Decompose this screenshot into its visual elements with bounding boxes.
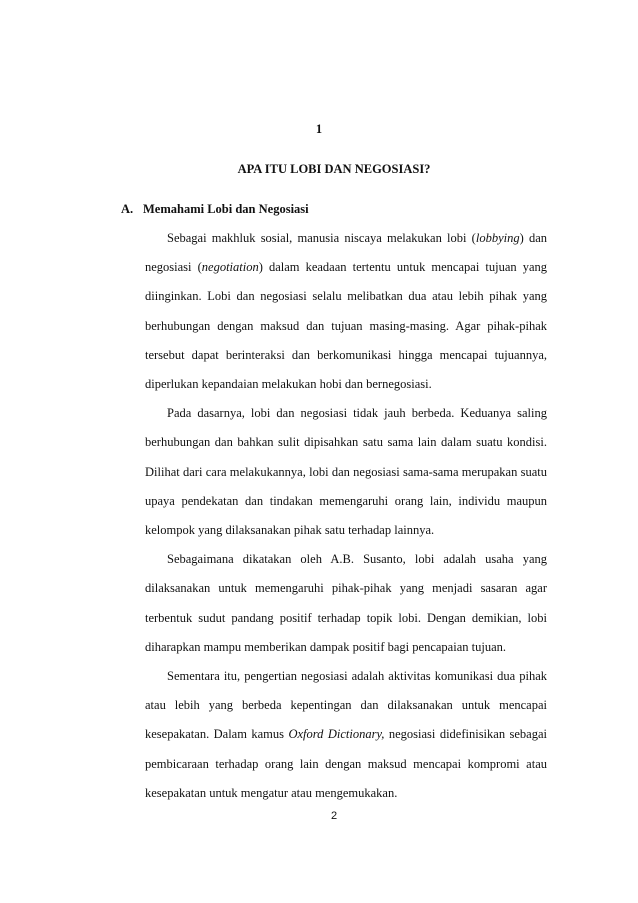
- chapter-title: APA ITU LOBI DAN NEGOSIASI?: [237, 162, 431, 176]
- paragraph-1-text-a: Sebagai makhluk sosial, manusia niscaya melakukan lobi (: [167, 231, 476, 245]
- paragraph-2: Pada dasarnya, lobi dan negosiasi tidak jauh berbeda. Keduanya saling berhubungan dan bahkan sulit dipisahkan satu sama lain dalam suatu kondisi. Dilihat dari cara melakukannya, lobi dan negosiasi sama-sama merupakan suatu upaya pendekatan dan tindakan memengaruhi orang lain, individu maupun kelompok yang dilaksanakan pihak satu terhadap lainnya.: [145, 406, 547, 538]
- paragraph-4-text-a: Sementara itu, pengertian negosiasi adalah aktivitas komunikasi dua pihak atau lebih yang berbeda kepentingan dan dilaksanakan untuk mencapai kesepakatan. Dalam kamus: [145, 669, 547, 742]
- section-heading: [121, 202, 309, 217]
- paragraph-1-text-c: ) dalam keadaan tertentu untuk mencapai tujuan yang diinginkan. Lobi dan negosiasi selalu melibatkan dua atau lebih pihak yang berhubungan dengan maksud dan tujuan masing-masing. Agar pihak-pihak tersebut dapat berinteraksi dan berkomunikasi hingga mencapai tujuannya, diperlukan kepandaian melakukan hobi dan bernegosiasi.: [145, 260, 547, 392]
- paragraph-4-text-b: negosiasi didefinisikan sebagai pembicaraan terhadap orang lain dengan maksud mencapai kompromi atau kesepakatan untuk mengatur atau mengemukakan.: [145, 727, 547, 800]
- page-number: 2: [330, 810, 338, 822]
- chapter-number: 1: [315, 122, 323, 136]
- section-title: Memahami Lobi dan Negosiasi: [143, 202, 309, 216]
- body-text: [145, 224, 547, 808]
- term-negotiation: negotiation: [201, 260, 259, 275]
- section-letter: A.: [121, 202, 134, 216]
- paragraph-3: Sebagaimana dikatakan oleh A.B. Susanto, lobi adalah usaha yang dilaksanakan untuk memengaruhi pihak-pihak yang menjadi sasaran agar terbentuk sudut pandang positif terhadap topik lobi. Dengan demikian, lobi diharapkan mampu memberikan dampak positif bagi pencapaian tujuan.: [145, 552, 547, 654]
- term-oxford-dictionary: Oxford Dictionary,: [288, 727, 385, 742]
- paragraph-4: [145, 662, 547, 808]
- paragraph-1: [145, 224, 547, 399]
- paragraph-1-text-b: ) dan negosiasi (: [145, 231, 547, 275]
- term-lobbying: lobbying: [475, 231, 520, 245]
